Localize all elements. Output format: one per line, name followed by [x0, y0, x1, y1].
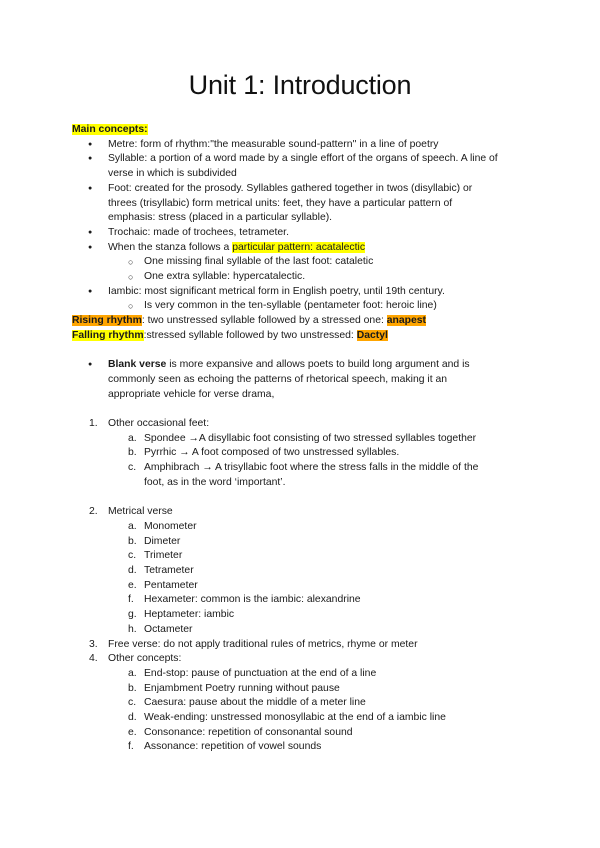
list-item: a. Spondee →A disyllabic foot consisting of two stressed syllables together	[128, 432, 477, 444]
list-item: h. Octameter	[128, 623, 193, 635]
list-item: e. Pentameter	[128, 579, 198, 591]
list-item: a. Monometer	[128, 520, 197, 532]
metrical-verse-list	[72, 520, 552, 638]
document-body	[72, 123, 552, 755]
rising-rhythm-line: Rising rhythm: two unstressed syllable followed by a stressed one: anapest	[72, 315, 427, 327]
list-item: c. Caesura: pause about the middle of a meter line	[128, 697, 366, 709]
list-item: c. Trimeter	[128, 550, 183, 562]
list-item: a. End-stop: pause of punctuation at the end of a line	[128, 667, 377, 679]
list-item: b. Pyrrhic → A foot composed of two unstressed syllables.	[128, 447, 400, 459]
page-title: Unit 1: Introduction	[188, 70, 412, 100]
section-metrical-verse: 2. Metrical verse	[89, 506, 173, 518]
falling-rhythm-label: Falling rhythm	[72, 329, 144, 341]
list-item: d. Weak-ending: unstressed monosyllabic at the end of a iambic line	[128, 712, 446, 724]
falling-rhythm-line: Falling rhythm:stressed syllable followed by two unstressed: Dactyl	[72, 329, 388, 341]
bullet-foot: ● Foot: created for the prosody. Syllables gathered together in twos (disyllabic) or threes (trisyllabic) form metrical units: feet, they have a particular pattern of emphasis: stress (placed in a particular syllable).	[72, 182, 552, 226]
list-item: b. Dimeter	[128, 535, 181, 547]
list-item: g. Heptameter: iambic	[128, 609, 235, 621]
anapest-term: anapest	[386, 315, 427, 327]
list-item: f. Hexameter: common is the iambic: alexandrine	[128, 594, 361, 606]
bullet-iambic: ● Iambic: most significant metrical form in English poetry, until 19th century.	[72, 285, 552, 300]
list-item: d. Tetrameter	[128, 565, 194, 577]
section-other-concepts: 4. Other concepts:	[89, 653, 182, 665]
list-item: e. Consonance: repetition of consonantal sound	[128, 726, 353, 738]
bullet-trochaic: ● Trochaic: made of trochees, tetrameter.	[72, 226, 552, 241]
section-other-feet: 1. Other occasional feet:	[89, 418, 210, 430]
bullet-stanza: ● When the stanza follows a particular pattern: acatalectic	[72, 241, 552, 256]
bullet-syllable: ● Syllable: a portion of a word made by a single effort of the organs of speech. A line of verse in which is subdivided	[72, 152, 552, 181]
main-concepts-heading: Main concepts:	[72, 124, 148, 135]
list-item: b. Enjambment Poetry running without pause	[128, 682, 340, 694]
bullet-blank-verse: ● Blank verse is more expansive and allows poets to build long argument and is commonly seen as echoing the patterns of rhetorical speech, making it an appropriate vehicle for verse drama,	[72, 358, 552, 402]
section-free-verse: 3. Free verse: do not apply traditional rules of metrics, rhyme or meter	[89, 638, 418, 650]
subbullet-hypercatalectic: ○ One extra syllable: hypercatalectic.	[72, 270, 552, 285]
other-feet-list	[72, 432, 552, 491]
list-item: f. Assonance: repetition of vowel sounds	[128, 741, 322, 753]
dactyl-term: Dactyl	[356, 329, 388, 341]
subbullet-catalectic: ○ One missing final syllable of the last foot: cataletic	[72, 255, 552, 270]
other-concepts-list	[72, 667, 552, 755]
subbullet-pentameter: ○ Is very common in the ten-syllable (pentameter foot: heroic line)	[72, 299, 552, 314]
bullet-metre: ● Metre: form of rhythm:"the measurable sound-pattern'' in a line of poetry	[72, 138, 552, 153]
list-item: c. Amphibrach → A trisyllabic foot where the stress falls in the middle of the foot, as in the word ‘important’.	[128, 462, 479, 488]
rising-rhythm-label: Rising rhythm	[72, 315, 142, 327]
highlight-acatalectic: particular pattern: acatalectic	[232, 241, 366, 253]
